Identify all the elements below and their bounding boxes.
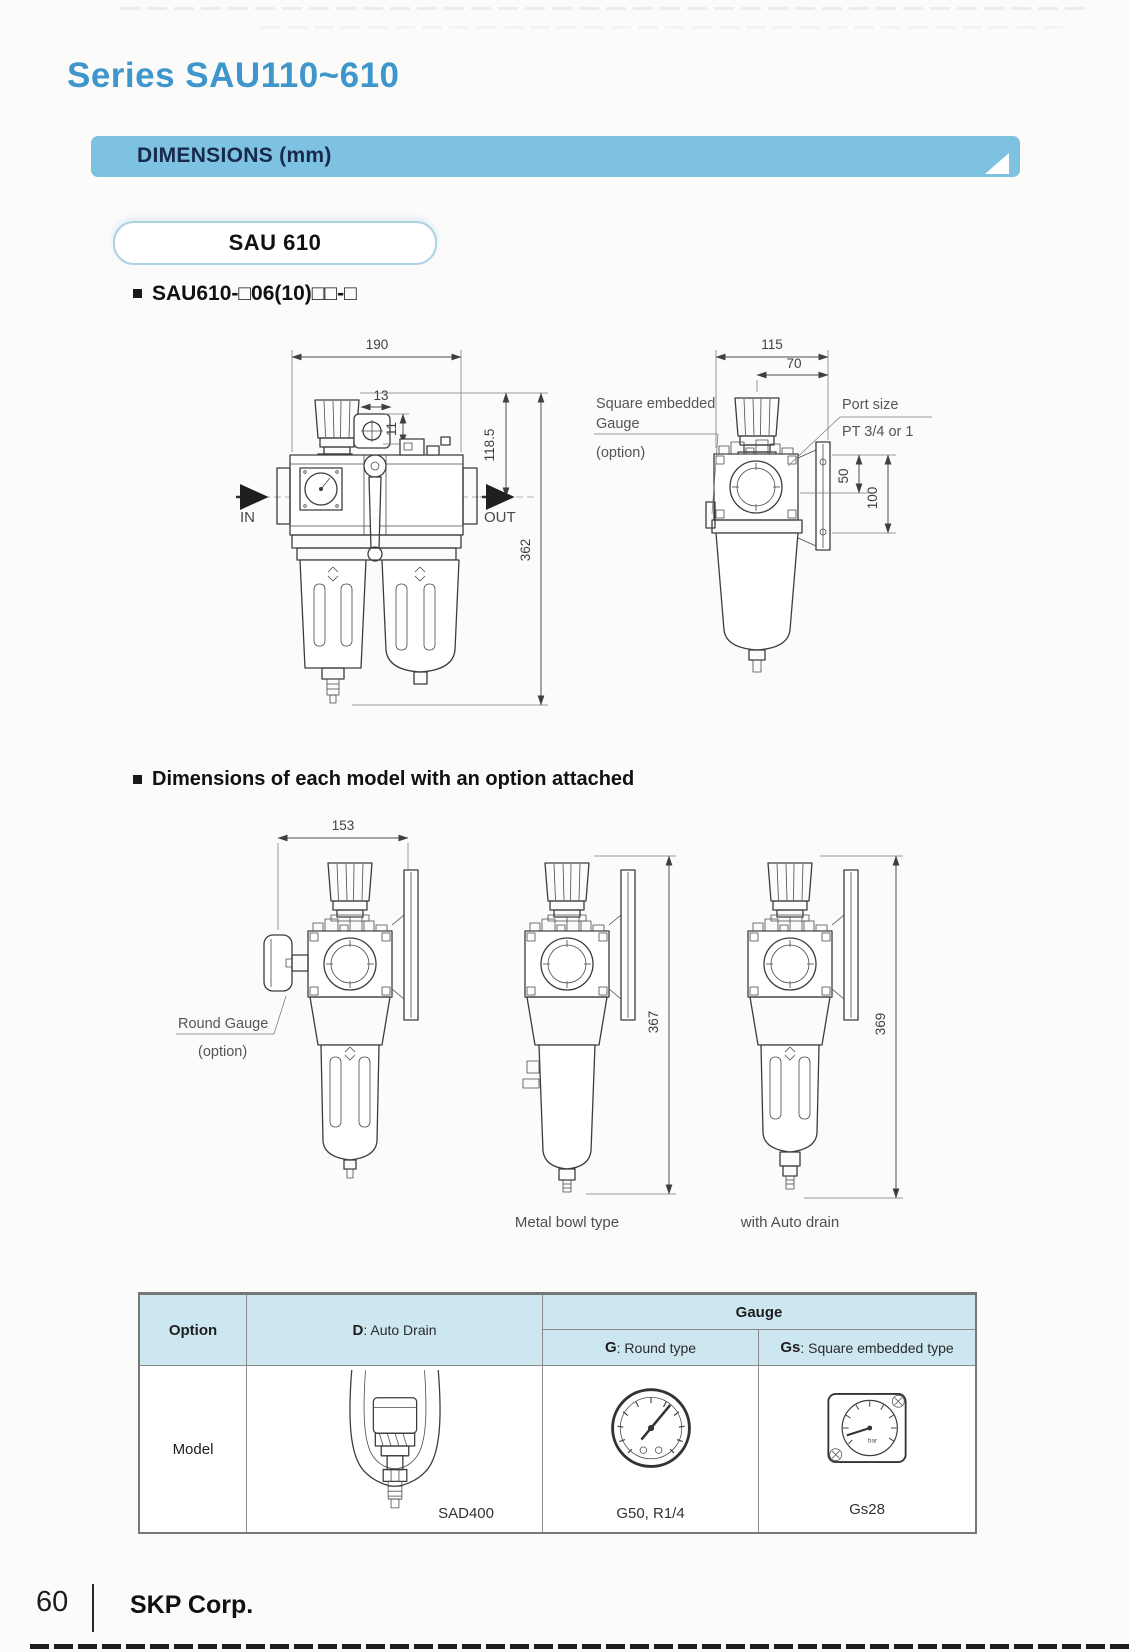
table-row-model-label: Model	[140, 1366, 247, 1532]
auto-drain-key: D	[352, 1321, 364, 1339]
dim-label-115: 115	[761, 337, 783, 352]
section2-title-text: Dimensions of each model with an option attached	[152, 768, 635, 790]
square-type-key: Gs	[780, 1339, 801, 1356]
dim-label-11: 11	[384, 421, 399, 437]
dim-label-13: 13	[373, 388, 389, 403]
label-out: OUT	[484, 509, 516, 526]
caption-auto-drain: with Auto drain	[740, 1214, 840, 1231]
note-round-gauge-line2: (option)	[198, 1044, 248, 1060]
table-header-square-type	[759, 1330, 975, 1366]
table-cell-square-gauge	[759, 1366, 975, 1532]
round-type-key: G	[604, 1339, 617, 1356]
round-gauge-illustration	[603, 1382, 699, 1478]
auto-drain-rest: : Auto Drain	[363, 1322, 437, 1338]
company-name: SKP Corp.	[130, 1591, 254, 1619]
option-table	[138, 1292, 977, 1534]
page-number: 60	[36, 1586, 69, 1618]
footer-divider	[92, 1584, 94, 1632]
side-view-drawing	[594, 337, 932, 672]
dim-label-50: 50	[836, 468, 851, 484]
dim-label-369: 369	[873, 1012, 888, 1036]
page-title: Series SAU110~610	[67, 56, 400, 95]
table-cell-auto-drain	[247, 1366, 543, 1532]
note-square-gauge-line3: (option)	[596, 445, 646, 461]
option-view-metal-bowl	[515, 856, 676, 1231]
model-series-pill-label: SAU 610	[228, 230, 322, 255]
dim-label-100: 100	[865, 486, 880, 510]
auto-drain-illustration	[336, 1370, 454, 1518]
note-square-gauge-line2: Gauge	[596, 416, 640, 432]
note-port-size-line1: Port size	[842, 397, 899, 413]
round-gauge-model-label: G50, R1/4	[616, 1505, 685, 1522]
dim-label-362: 362	[518, 538, 533, 562]
table-cell-round-gauge	[543, 1366, 759, 1532]
auto-drain-model-label: SAD400	[438, 1505, 494, 1522]
square-gauge-model-label: Gs28	[849, 1501, 885, 1518]
dim-label-118-5: 118.5	[482, 428, 497, 462]
caption-metal-bowl: Metal bowl type	[514, 1214, 620, 1231]
table-header-round-type	[543, 1330, 759, 1366]
table-header-auto-drain	[247, 1295, 543, 1366]
front-view-drawing	[236, 337, 548, 705]
dim-label-367: 367	[646, 1010, 661, 1034]
option-view-round-gauge	[176, 818, 418, 1178]
model-code-text: SAU610-□06(10)□□-□	[152, 282, 357, 305]
dim-label-190: 190	[365, 337, 389, 352]
option-view-auto-drain	[740, 856, 903, 1231]
note-port-size-line2: PT 3/4 or 1	[842, 424, 914, 440]
bottom-edge-bar	[30, 1644, 1129, 1649]
note-round-gauge-line1: Round Gauge	[178, 1016, 269, 1032]
gauge-unit-label: bar	[867, 1437, 878, 1445]
table-header-gauge: Gauge	[543, 1295, 975, 1330]
round-type-rest: : Round type	[616, 1339, 697, 1356]
square-type-rest: : Square embedded type	[800, 1339, 954, 1356]
dim-label-70: 70	[786, 356, 802, 371]
note-square-gauge-line1: Square embedded	[596, 396, 716, 412]
square-gauge-illustration	[821, 1382, 913, 1474]
dim-label-153: 153	[331, 818, 355, 833]
table-header-option: Option	[140, 1295, 247, 1366]
dimensions-banner-label: DIMENSIONS (mm)	[137, 144, 332, 167]
label-in: IN	[240, 509, 255, 526]
